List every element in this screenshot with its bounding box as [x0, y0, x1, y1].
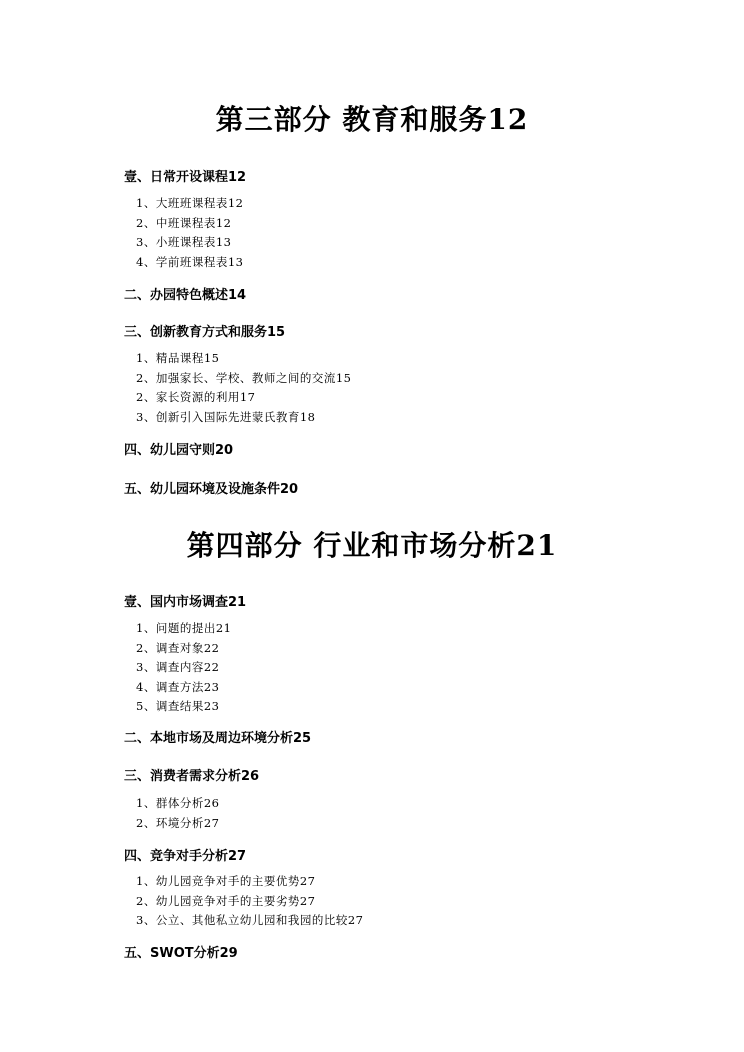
section-title: 五、幼儿园环境及设施条件20: [124, 482, 299, 497]
toc-item: 3、创新引入国际先进蒙氏教育18: [136, 410, 316, 424]
toc-item: 1、大班班课程表12: [136, 196, 244, 210]
toc-item: 2、加强家长、学校、教师之间的交流15: [136, 371, 352, 385]
toc-item: 4、学前班课程表13: [136, 255, 244, 269]
toc-item: 2、调查对象22: [136, 641, 220, 655]
part-title: 第四部分 行业和市场分析21: [186, 529, 558, 562]
section-title: 四、竞争对手分析27: [124, 849, 247, 864]
section-title: 二、本地市场及周边环境分析25: [124, 731, 312, 746]
toc-item: 2、幼儿园竞争对手的主要劣势27: [136, 894, 316, 908]
section-title: 壹、国内市场调查21: [124, 595, 247, 610]
section-title: 五、SWOT分析29: [124, 946, 238, 961]
section-title: 壹、日常开设课程12: [124, 170, 247, 185]
toc-item: 2、环境分析27: [136, 816, 220, 830]
toc-item: 3、小班课程表13: [136, 235, 232, 249]
toc-item: 1、问题的提出21: [136, 621, 232, 635]
toc-item: 1、幼儿园竞争对手的主要优势27: [136, 874, 316, 888]
part-title: 第三部分 教育和服务12: [215, 103, 529, 136]
toc-item: 3、调查内容22: [136, 660, 220, 674]
toc-item: 4、调查方法23: [136, 680, 220, 694]
toc-item: 2、中班课程表12: [136, 216, 232, 230]
toc-item: 3、公立、其他私立幼儿园和我园的比较27: [136, 913, 364, 927]
section-title: 四、幼儿园守则20: [124, 443, 234, 458]
section-title: 三、消费者需求分析26: [124, 769, 260, 784]
toc-item: 1、群体分析26: [136, 796, 220, 810]
toc-item: 2、家长资源的利用17: [136, 390, 256, 404]
section-title: 二、办园特色概述14: [124, 288, 247, 303]
toc-item: 1、精品课程15: [136, 351, 220, 365]
section-title: 三、创新教育方式和服务15: [124, 325, 286, 340]
toc-item: 5、调查结果23: [136, 699, 220, 713]
